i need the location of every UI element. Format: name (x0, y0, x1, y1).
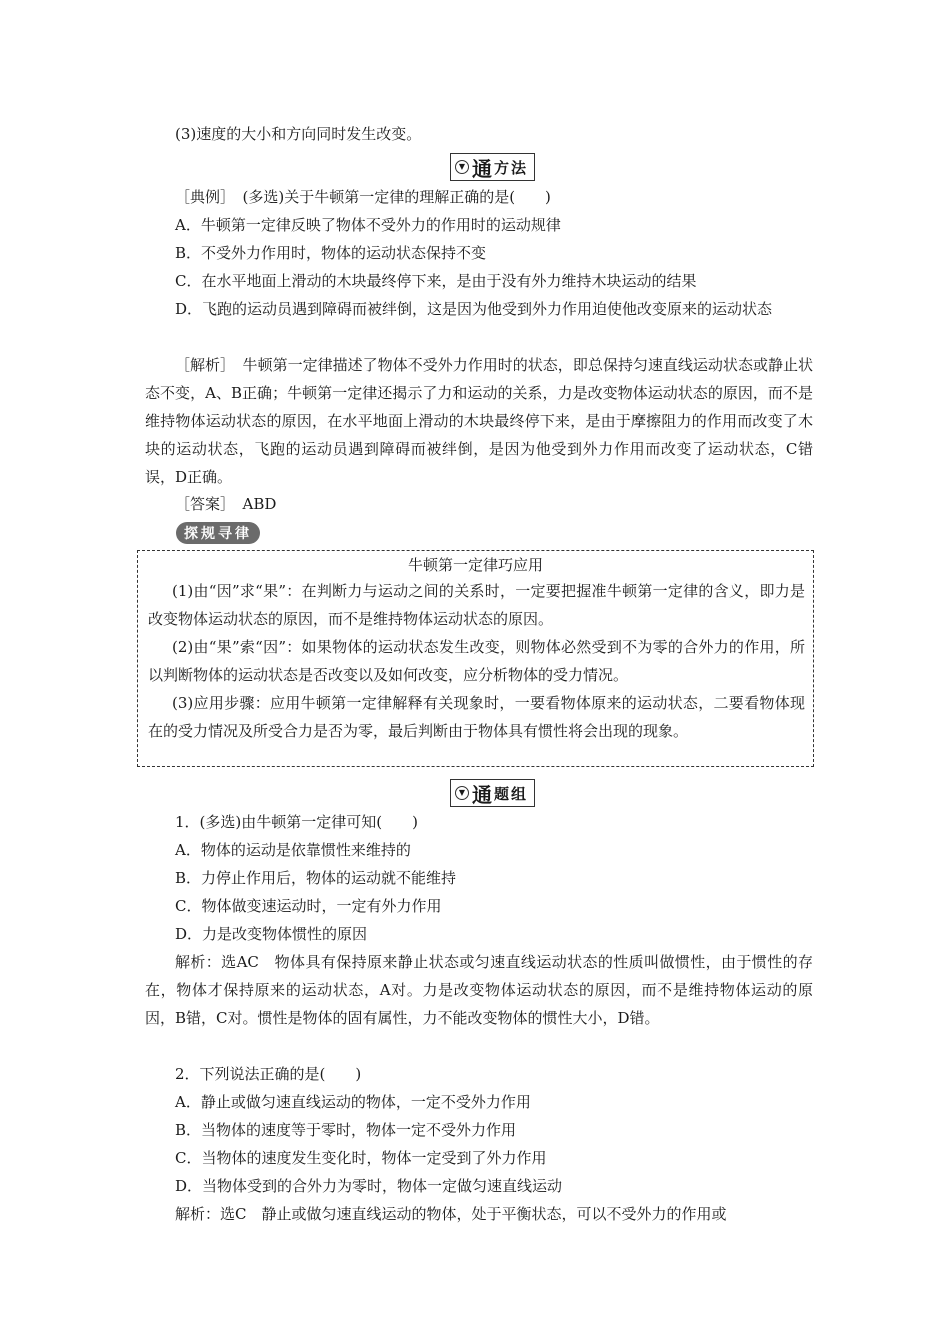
q2-option-b: B．当物体的速度等于零时，物体一定不受外力作用 (175, 1121, 517, 1139)
q1-option-c: C．物体做变速运动时，一定有外力作用 (175, 897, 442, 915)
q1-option-a: A．物体的运动是依靠惯性来维持的 (175, 841, 411, 859)
intro-line-3: (3)速度的大小和方向同时发生改变。 (175, 125, 422, 143)
q1-analysis: 解析：选AC 物体具有保持原来静止状态或匀速直线运动状态的性质叫做惯性，由于惯性的存在，物体才保持原来的运动状态，A对。力是改变物体运动状态的原因，而不是维持物体运动的原因，B错，C对。惯性是物体的固有属性，力不能改变物体的惯性大小，D错。 (145, 953, 813, 1027)
rule-item-3: (3)应用步骤：应用牛顿第一定律解释有关现象时，一要看物体原来的运动状态，二要看物体现在的受力情况及所受合力是否为零，最后判断由于物体具有惯性将会出现的现象。 (148, 694, 805, 740)
triangle-down-icon: ▼ (455, 786, 469, 800)
q1-question: 1．(多选)由牛顿第一定律可知( ) (175, 813, 418, 831)
example-option-c: C．在水平地面上滑动的木块最终停下来，是由于没有外力维持木块运动的结果 (175, 272, 697, 290)
header-big-char: 通 (472, 782, 492, 807)
q1-option-d: D．力是改变物体惯性的原因 (175, 925, 368, 943)
method-section-header (450, 153, 535, 181)
q1-option-b: B．力停止作用后，物体的运动就不能维持 (175, 869, 457, 887)
header-small-text: 题组 (494, 784, 529, 803)
group-section-header (450, 779, 535, 807)
rule-box-title: 牛顿第一定律巧应用 (407, 556, 543, 574)
q2-question: 2．下列说法正确的是( ) (175, 1065, 362, 1083)
header-small-text: 方法 (494, 158, 529, 177)
rule-badge: 探规寻律 (176, 522, 260, 544)
rule-box (137, 550, 814, 767)
example-option-a: A．牛顿第一定律反映了物体不受外力的作用时的运动规律 (175, 216, 561, 234)
example-option-b: B．不受外力作用时，物体的运动状态保持不变 (175, 244, 487, 262)
q2-option-d: D．当物体受到的合外力为零时，物体一定做匀速直线运动 (175, 1177, 563, 1195)
header-big-char: 通 (472, 156, 492, 181)
q2-option-c: C．当物体的速度发生变化时，物体一定受到了外力作用 (175, 1149, 547, 1167)
rule-item-2: (2)由“果”索“因”：如果物体的运动状态发生改变，则物体必然受到不为零的合外力的作用，所以判断物体的运动状态是否改变以及如何改变，应分析物体的受力情况。 (148, 638, 805, 684)
q2-option-a: A．静止或做匀速直线运动的物体，一定不受外力作用 (175, 1093, 531, 1111)
example-analysis: ［解析］ 牛顿第一定律描述了物体不受外力作用时的状态，即总保持匀速直线运动状态或静止状态不变，A、B正确；牛顿第一定律还揭示了力和运动的关系，力是改变物体运动状态的原因，而不是维持物体运动状态的原因，在水平地面上滑动的木块最终停下来，是由于摩擦阻力的作用而改变了木块的运动状态，飞跑的运动员遇到障碍而被绊倒，是因为他受到外力作用而改变了运动状态，C错误，D正确。 (145, 356, 813, 486)
rule-item-1: (1)由“因”求“果”：在判断力与运动之间的关系时，一定要把握准牛顿第一定律的含义，即力是改变物体运动状态的原因，而不是维持物体运动状态的原因。 (148, 582, 805, 628)
triangle-down-icon: ▼ (455, 160, 469, 174)
example-question: ［典例］ (多选)关于牛顿第一定律的理解正确的是( ) (175, 188, 551, 206)
example-option-d: D．飞跑的运动员遇到障碍而被绊倒，这是因为他受到外力作用迫使他改变原来的运动状态 (175, 300, 773, 318)
example-answer: ［答案］ ABD (175, 495, 277, 513)
q2-analysis: 解析：选C 静止或做匀速直线运动的物体，处于平衡状态，可以不受外力的作用或 (175, 1205, 727, 1223)
